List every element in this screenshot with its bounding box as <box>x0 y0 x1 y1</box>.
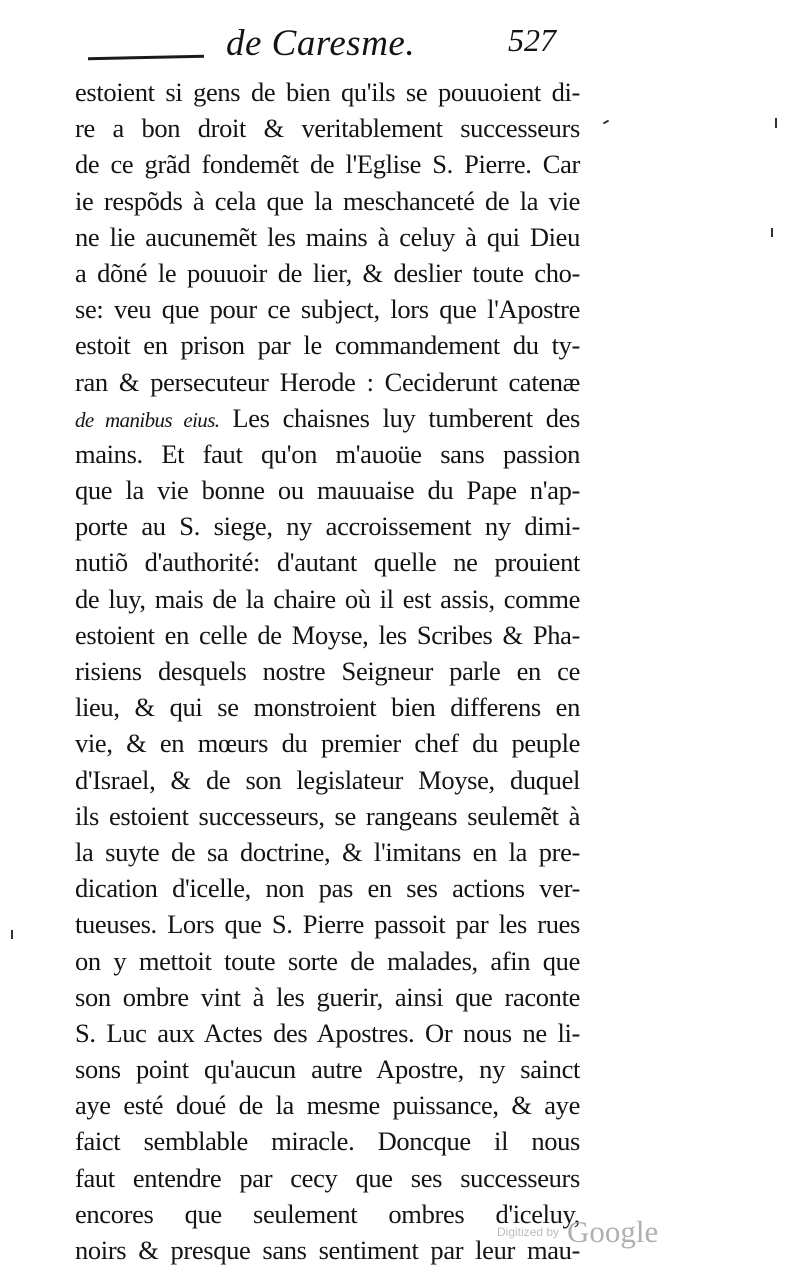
margin-mark <box>603 120 609 125</box>
watermark-caption: Digitized by <box>497 1225 560 1239</box>
margin-mark <box>771 228 773 237</box>
line-text: de luy, mais de la chaire où il est assis, comme <box>75 583 580 614</box>
line-text: on y mettoit toute sorte de malades, afin que <box>75 945 580 976</box>
line-text: faict semblable miracle. Doncque il nous <box>75 1126 580 1157</box>
text-line <box>75 110 580 146</box>
line-text: a dõné le pouuoir de lier, & deslier toute cho- <box>75 257 580 288</box>
line-text: S. Luc aux Actes des Apostres. Or nous ne li- <box>75 1017 580 1048</box>
text-line <box>75 74 580 110</box>
text-line <box>75 146 580 182</box>
text-line <box>75 617 580 653</box>
line-text: nutiõ d'authorité: d'autant quelle ne prouient <box>75 547 580 578</box>
text-line <box>75 364 580 400</box>
text-line <box>75 291 580 327</box>
line-text: risiens desquels nostre Seigneur parle en ce <box>75 656 580 686</box>
text-line <box>75 653 580 689</box>
line-text: se: veu que pour ce subject, lors que l'Apostre <box>75 294 580 325</box>
line-text: ils estoient successeurs, se rangeans seulemẽt à <box>75 800 580 831</box>
text-line <box>75 581 580 617</box>
line-text: ne lie aucunemẽt les mains à celuy à qui Dieu <box>75 221 580 252</box>
line-text: Les chaisnes luy tumberent des <box>219 402 580 433</box>
text-line <box>75 255 580 291</box>
line-text: encores que seulement ombres d'iceluy, <box>75 1198 580 1229</box>
line-text: son ombre vint à les guerir, ainsi que raconte <box>75 981 580 1012</box>
line-text: noirs & presque sans sentiment par leur mau- <box>75 1235 580 1265</box>
line-text: faut entendre par cecy que ses successeurs <box>75 1162 580 1193</box>
margin-mark <box>11 930 13 939</box>
line-text: de ce grãd fondemẽt de l'Eglise S. Pierre. Car <box>75 149 580 180</box>
line-text: que la vie bonne ou mauuaise du Pape n'ap- <box>75 475 580 506</box>
latin-quotation: de manibus eius. <box>75 407 220 432</box>
text-line <box>75 1087 580 1123</box>
text-line <box>75 183 580 219</box>
text-line <box>75 544 580 580</box>
header-rule <box>88 55 204 60</box>
body-text <box>75 74 580 1268</box>
text-line <box>75 870 580 906</box>
line-text: dication d'icelle, non pas en ses actions ver- <box>75 873 580 904</box>
text-line <box>75 1015 580 1051</box>
line-text: estoit en prison par le commandement du ty- <box>75 330 580 361</box>
text-line <box>75 1160 580 1196</box>
line-text: ie respõds à cela que la meschanceté de la vie <box>75 185 580 216</box>
line-text: lieu, & qui se monstroient bien differens en <box>75 692 580 723</box>
line-text: re a bon droit & veritablement successeurs <box>75 113 580 144</box>
line-text: aye esté doué de la mesme puissance, & aye <box>75 1090 580 1121</box>
line-text: sons point qu'aucun autre Apostre, ny sainct <box>75 1054 580 1085</box>
margin-mark <box>775 118 777 128</box>
line-text: porte au S. siege, ny accroissement ny dimi- <box>75 511 580 542</box>
line-text: estoient si gens de bien qu'ils se pouuoient di- <box>75 77 580 107</box>
line-text: vie, & en mœurs du premier chef du peuple <box>75 728 580 759</box>
text-line <box>75 436 580 472</box>
text-line <box>75 472 580 508</box>
text-line <box>75 689 580 725</box>
line-text: ran & persecuteur Herode : Ceciderunt catenæ <box>75 366 580 397</box>
text-line <box>75 979 580 1015</box>
text-line <box>75 1051 580 1087</box>
text-line <box>75 508 580 544</box>
text-line <box>75 762 580 798</box>
text-line <box>75 327 580 363</box>
page-number: 527 <box>508 22 556 58</box>
line-text: mains. Et faut qu'on m'auoüe sans passion <box>75 438 580 469</box>
line-text: estoient en celle de Moyse, les Scribes & Pha- <box>75 619 580 650</box>
digitized-by-google-watermark <box>497 1214 658 1250</box>
line-text: tueuses. Lors que S. Pierre passoit par les rues <box>75 909 580 940</box>
text-line <box>75 906 580 942</box>
google-logo: Google <box>567 1214 659 1249</box>
text-line <box>75 400 580 436</box>
text-line <box>75 725 580 761</box>
line-text: la suyte de sa doctrine, & l'imitans en la pre- <box>75 836 580 867</box>
text-line <box>75 798 580 834</box>
text-line <box>75 219 580 255</box>
running-title: de Caresme. <box>226 23 416 64</box>
text-line <box>75 943 580 979</box>
line-text: d'Israel, & de son legislateur Moyse, duquel <box>75 764 580 795</box>
text-line <box>75 834 580 870</box>
text-line <box>75 1123 580 1159</box>
